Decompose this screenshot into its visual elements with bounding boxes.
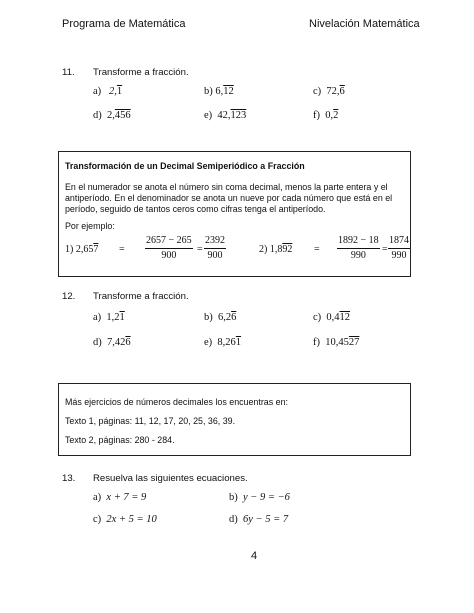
example-1-result: $\frac{2392}{900}$: [205, 235, 225, 261]
q12-item-a: a) 1,21: [93, 312, 125, 323]
q13-item-a: a) x + 7 = 9: [93, 492, 147, 503]
equals-sign: =: [197, 244, 203, 255]
q11-item-f: f) 0,2: [313, 110, 339, 121]
example-2-number: 2) 1,892: [259, 244, 293, 255]
q13-prompt: Resuelva las siguientes ecuaciones.: [93, 473, 248, 484]
header-right: Nivelación Matemática: [309, 18, 420, 30]
equals-sign: =: [382, 244, 388, 255]
q11-prompt: Transforme a fracción.: [93, 67, 189, 78]
q13-item-c: c) 2x + 5 = 10: [93, 514, 157, 525]
q11-item-c: c) 72,6: [313, 86, 345, 97]
references-box: [58, 383, 411, 456]
equals-sign: =: [119, 244, 125, 255]
box-paragraph-line: antiperíodo. En el denominador se anota un nueve por cada número que está en el: [65, 193, 393, 203]
example-1-fraction: $\frac{2657 - 265}{900}$: [146, 235, 192, 261]
q11-item-a: a) 2,1: [93, 86, 123, 97]
example-2-result: $\frac{1874}{990}$: [389, 235, 409, 261]
q12-number: 12.: [62, 291, 76, 302]
q11-item-e: e) 42,123: [204, 110, 247, 121]
box-paragraph-line: En el numerador se anota el número sin coma decimal, menos la parte entera y el: [65, 182, 388, 192]
equals-sign: =: [314, 244, 320, 255]
q11-number: 11.: [62, 67, 75, 78]
example-2-fraction: $\frac{1892 - 18}{990}$: [338, 235, 379, 261]
q12-item-c: c) 0,412: [313, 312, 351, 323]
q12-item-b: b) 6,26: [204, 312, 237, 323]
q13-number: 13.: [62, 473, 76, 484]
references-text-2: Texto 2, páginas: 280 - 284.: [65, 435, 175, 445]
q12-item-e: e) 8,261: [204, 337, 242, 348]
q12-item-f: f) 10,4527: [313, 337, 360, 348]
q12-item-d: d) 7,426: [93, 337, 131, 348]
q13-item-b: b) y − 9 = −6: [229, 492, 290, 503]
q13-item-d: d) 6y − 5 = 7: [229, 514, 289, 525]
q12-prompt: Transforme a fracción.: [93, 291, 189, 302]
box-paragraph-line: período, seguido de tantos ceros como cifras tenga el antiperíodo.: [65, 204, 326, 214]
header-left: Programa de Matemática: [62, 18, 186, 30]
example-1-number: 1) 2,657: [65, 244, 99, 255]
q11-item-d: d) 2,456: [93, 110, 131, 121]
example-label: Por ejemplo:: [65, 221, 115, 231]
references-text-1: Texto 1, páginas: 11, 12, 17, 20, 25, 36, 39.: [65, 416, 236, 426]
box-title: Transformación de un Decimal Semiperiódico a Fracción: [65, 161, 305, 171]
references-intro: Más ejercicios de números decimales los encuentras en:: [65, 397, 288, 407]
q11-item-b: b) 6,12: [204, 86, 234, 97]
page-number: 4: [251, 550, 258, 562]
semiperiodic-rule-box: [58, 151, 411, 277]
